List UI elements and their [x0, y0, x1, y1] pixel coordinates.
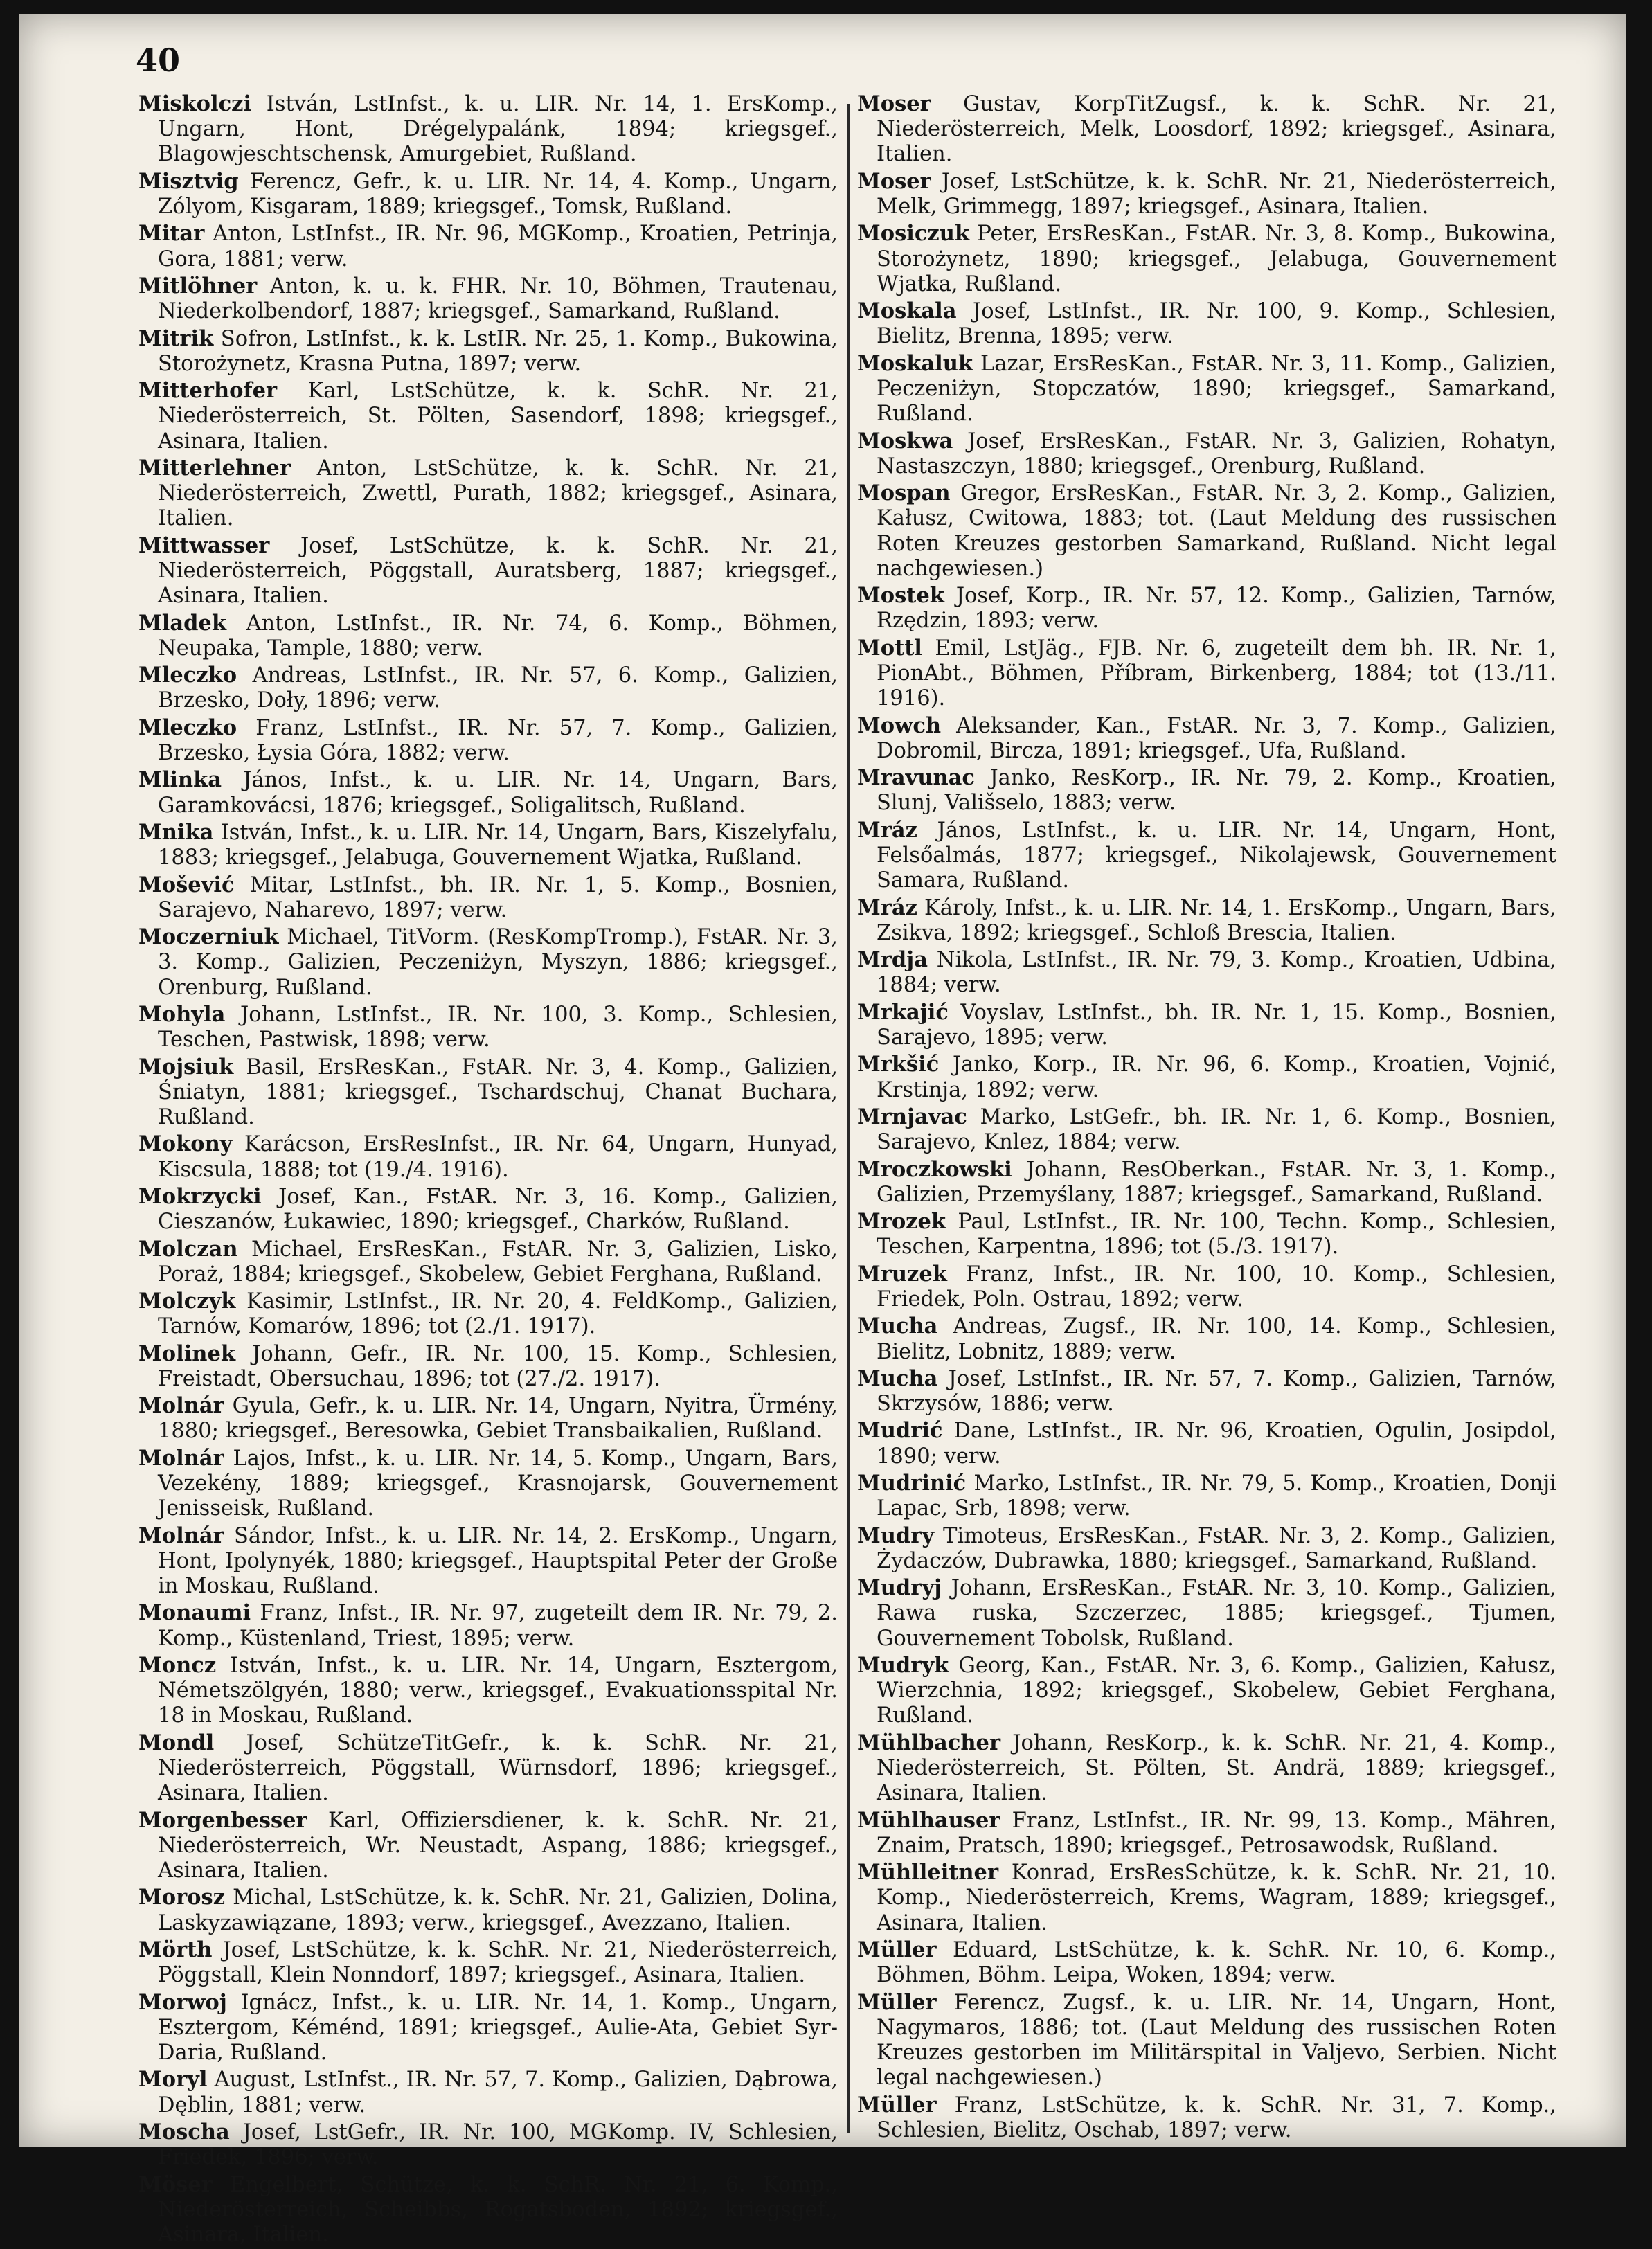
register-entry [138, 1393, 838, 1444]
entry-details: Johann, ResOberkan., FstAR. Nr. 3, 1. Komp., Galizien, Przemyślany, 1887; kriegsgef., Samarkand, Rußland. [877, 1157, 1557, 1207]
entry-details: Josef, LstInfst., IR. Nr. 100, 9. Komp., Schlesien, Bielitz, Brenna, 1895; verw. [877, 299, 1556, 349]
entry-surname: Mrdja [857, 947, 928, 973]
entry-details: Josef, LstGefr., IR. Nr. 100, MGKomp. IV, Schlesien, Friedek, 1896; verw. [158, 2120, 838, 2170]
entry-surname: Mokrzycki [138, 1183, 262, 1209]
entry-surname: Molnár [138, 1393, 224, 1419]
entry-surname: Molczyk [138, 1289, 236, 1314]
register-entry [857, 221, 1556, 297]
register-entry [138, 1131, 838, 1182]
entry-details: Michael, ErsResKan., FstAR. Nr. 3, Galizien, Lisko, Poraż, 1884; kriegsgef., Skobelew, Gebiet Ferghana, Rußland. [158, 1237, 838, 1287]
entry-surname: Molczan [138, 1236, 238, 1262]
register-entry [138, 326, 838, 377]
register-entry [857, 765, 1556, 816]
entry-surname: Mruzek [857, 1261, 947, 1287]
entry-surname: Mráz [857, 895, 917, 920]
register-entry [857, 1471, 1556, 1521]
entry-details: Kasimir, LstInfst., IR. Nr. 20, 4. FeldKomp., Galizien, Tarnów, Komarów, 1896; tot (2./1. 1917). [158, 1289, 838, 1339]
entry-details: Michael, TitVorm. (ResKompTromp.), FstAR. Nr. 3, 3. Komp., Galizien, Peczeniżyn, Myszyn, 1886; kriegsgef., Orenburg, Rußland. [158, 925, 838, 1000]
entry-surname: Möser [138, 2171, 213, 2197]
entry-details: Marko, LstGefr., bh. IR. Nr. 1, 6. Komp., Bosnien, Sarajevo, Knlez, 1884; verw. [877, 1104, 1557, 1155]
entry-details: August, LstInfst., IR. Nr. 57, 7. Komp., Galizien, Dąbrowa, Dęblin, 1881; verw. [158, 2068, 838, 2117]
entry-details: Josef, SchützeTitGefr., k. k. SchR. Nr. 21, Niederösterreich, Pöggstall, Würnsdorf, 1896; kriegsgef., Asinara, Italien. [158, 1730, 838, 1806]
register-entry [857, 713, 1556, 764]
register-entry [857, 1990, 1556, 2091]
register-entry [138, 1237, 838, 1287]
entry-details: Karl, LstSchütze, k. k. SchR. Nr. 21, Niederösterreich, St. Pölten, Sasendorf, 1898; kriegsgef., Asinara, Italien. [158, 379, 838, 454]
entry-details: Andreas, Zugsf., IR. Nr. 100, 14. Komp., Schlesien, Bielitz, Lobnitz, 1889; verw. [877, 1314, 1556, 1364]
entry-surname: Mohyla [138, 1001, 226, 1027]
register-entry [138, 1055, 838, 1131]
entry-surname: Moser [857, 168, 931, 194]
register-entry [857, 429, 1556, 479]
entry-details: Franz, Infst., IR. Nr. 97, zugeteilt dem IR. Nr. 79, 2. Komp., Küstenland, Triest, 1895; verw. [158, 1601, 838, 1651]
register-entry [857, 1937, 1556, 1988]
entry-details: Dane, LstInfst., IR. Nr. 96, Kroatien, Ogulin, Josipdol, 1890; verw. [877, 1419, 1556, 1469]
left-column [138, 91, 838, 2249]
register-entry [857, 1157, 1556, 1208]
entry-details: Marko, LstInfst., IR. Nr. 79, 5. Komp., Kroatien, Donji Lapac, Srb, 1898; verw. [877, 1471, 1556, 1521]
right-column [857, 91, 1556, 2144]
page-number: 40 [136, 42, 181, 79]
entry-surname: Mrozek [857, 1209, 946, 1235]
register-entry [857, 1653, 1556, 1729]
register-entry [138, 274, 838, 324]
register-entry [138, 1937, 838, 1988]
register-entry [138, 924, 838, 1001]
register-entry [857, 1575, 1556, 1651]
entry-details: Josef, Kan., FstAR. Nr. 3, 16. Komp., Galizien, Cieszanów, Łukawiec, 1890; kriegsgef., Charków, Rußland. [158, 1184, 838, 1235]
entry-surname: Mühlleitner [857, 1860, 999, 1885]
register-entry [138, 1808, 838, 1884]
entry-surname: Mucha [857, 1365, 938, 1391]
entry-details: Basil, ErsResKan., FstAR. Nr. 3, 4. Komp., Galizien, Śniatyn, 1881; kriegsgef., Tschardschuj, Chanat Buchara, Rußland. [158, 1055, 838, 1129]
entry-surname: Moskwa [857, 428, 953, 454]
entry-details: János, Infst., k. u. LIR. Nr. 14, Ungarn, Bars, Garamkovácsi, 1876; kriegsgef., Soligalitsch, Rußland. [158, 768, 838, 818]
register-entry [857, 169, 1556, 219]
register-entry [138, 1523, 838, 1600]
entry-details: Ferencz, Gefr., k. u. LIR. Nr. 14, 4. Komp., Ungarn, Zólyom, Kisgaram, 1889; kriegsgef., Tomsk, Rußland. [158, 169, 838, 219]
entry-surname: Mlinka [138, 767, 222, 793]
entry-details: Timoteus, ErsResKan., FstAR. Nr. 3, 2. Komp., Galizien, Żydaczów, Dubrawka, 1880; kriegsgef., Samarkand, Rußland. [877, 1523, 1556, 1573]
entry-surname: Mitrik [138, 325, 214, 351]
register-entry [138, 2120, 838, 2170]
entry-surname: Mleczko [138, 663, 237, 688]
entry-details: Gyula, Gefr., k. u. LIR. Nr. 14, Ungarn, Nyitra, Ürmény, 1880; kriegsgef., Beresowka, Gebiet Transbaikalien, Rußland. [158, 1394, 838, 1444]
entry-surname: Moczerniuk [138, 924, 279, 950]
register-entry [138, 378, 838, 454]
entry-surname: Mitterhofer [138, 378, 278, 404]
entry-details: Anton, k. u. k. FHR. Nr. 10, Böhmen, Trautenau, Niederkolbendorf, 1887; kriegsgef., Samarkand, Rußland. [158, 274, 838, 324]
register-entry [857, 1523, 1556, 1574]
entry-surname: Mnika [138, 819, 214, 845]
register-entry [138, 820, 838, 870]
entry-surname: Müller [857, 2092, 937, 2117]
entry-details: Josef, LstSchütze, k. k. SchR. Nr. 21, Niederösterreich, Melk, Grimmegg, 1897; kriegsgef., Asinara, Italien. [877, 169, 1556, 219]
register-entry [138, 1885, 838, 1935]
register-entry [138, 2067, 838, 2117]
register-entry [857, 1000, 1556, 1050]
register-entry [857, 1860, 1556, 1936]
entry-details: István, LstInfst., k. u. LIR. Nr. 14, 1. ErsKomp., Ungarn, Hont, Drégelypalánk, 1894; kriegsgef., Blagowjeschtschensk, Amurgebiet, Rußland. [158, 92, 838, 167]
entry-details: Peter, ErsResKan., FstAR. Nr. 3, 8. Komp., Bukowina, Storożynetz, 1890; kriegsgef., Jelabuga, Gouvernement Wjatka, Rußland. [877, 222, 1556, 296]
register-entry [138, 1341, 838, 1392]
entry-details: Lazar, ErsResKan., FstAR. Nr. 3, 11. Komp., Galizien, Peczeniżyn, Stopczatów, 1890; kriegsgef., Samarkand, Rußland. [877, 351, 1556, 427]
register-entry [857, 2093, 1556, 2143]
entry-details: Paul, LstInfst., IR. Nr. 100, Techn. Komp., Schlesien, Teschen, Karpentna, 1896; tot (5./3. 1917). [877, 1210, 1556, 1260]
register-entry [138, 1653, 838, 1729]
entry-details: Károly, Infst., k. u. LIR. Nr. 14, 1. ErsKomp., Ungarn, Bars, Zsikva, 1892; kriegsgef., Schloß Brescia, Italien. [877, 895, 1557, 945]
entry-details: Josef, LstInfst., IR. Nr. 57, 7. Komp., Galizien, Tarnów, Skrzysów, 1886; verw. [877, 1366, 1556, 1417]
register-entry [857, 1314, 1556, 1364]
entry-surname: Mrnjavac [857, 1104, 967, 1129]
entry-details: Emil, LstJäg., FJB. Nr. 6, zugeteilt dem bh. IR. Nr. 1, PionAbt., Böhmen, Příbram, Birkenberg, 1884; tot (13./11. 1916). [877, 636, 1556, 711]
entry-details: János, LstInfst., k. u. LIR. Nr. 14, Ungarn, Hont, Felsőalmás, 1877; kriegsgef., Nikolajewsk, Gouvernement Samara, Rußland. [877, 818, 1556, 893]
entry-surname: Mosiczuk [857, 221, 970, 247]
entry-surname: Mitar [138, 221, 205, 247]
entry-surname: Mühlhauser [857, 1807, 1000, 1833]
entry-surname: Mitlöhner [138, 273, 258, 298]
entry-surname: Moskaluk [857, 350, 973, 376]
entry-details: Johann, ErsResKan., FstAR. Nr. 3, 10. Komp., Galizien, Rawa ruska, Szczerzec, 1885; kriegsgef., Tjumen, Gouvernement Tobolsk, Rußland. [877, 1576, 1556, 1651]
entry-details: Georg, Kan., FstAR. Nr. 3, 6. Komp., Galizien, Kałusz, Wierzchnia, 1892; kriegsgef., Skobelew, Gebiet Ferghana, Rußland. [877, 1654, 1556, 1728]
entry-surname: Mospan [857, 481, 951, 506]
register-entry [138, 611, 838, 661]
register-entry [138, 1730, 838, 1807]
entry-details: Engelbert, Schütze, k. k. SchR. Nr. 21, 6. Komp., Niederösterreich, Scheibbs, Rogatsboden, 1892; kriegsgef., Asinara, Italien. [158, 2172, 838, 2248]
entry-surname: Molnár [138, 1523, 224, 1548]
register-entry [857, 895, 1556, 946]
register-entry [138, 2172, 838, 2248]
entry-surname: Monaumi [138, 1600, 251, 1626]
register-entry [138, 663, 838, 713]
entry-details: Eduard, LstSchütze, k. k. SchR. Nr. 10, 6. Komp., Böhmen, Böhm. Leipa, Woken, 1894; verw. [877, 1938, 1556, 1988]
entry-surname: Morosz [138, 1885, 226, 1910]
entry-details: Gregor, ErsResKan., FstAR. Nr. 3, 2. Komp., Galizien, Kałusz, Cwitowa, 1883; tot. (Laut Meldung des russischen Roten Kreuzes gestorben Samarkand, Rußland. Nicht legal nachgewiesen.) [877, 481, 1556, 581]
entry-surname: Moryl [138, 2067, 208, 2093]
entry-surname: Mravunac [857, 765, 975, 791]
entry-details: Sándor, Infst., k. u. LIR. Nr. 14, 2. ErsKomp., Ungarn, Hont, Ipolynyék, 1880; kriegsgef., Hauptspital Peter der Große in Moskau, Rußland. [158, 1523, 838, 1599]
register-entry [138, 1289, 838, 1339]
entry-surname: Mittwasser [138, 532, 270, 558]
entry-details: Franz, Infst., IR. Nr. 100, 10. Komp., Schlesien, Friedek, Poln. Ostrau, 1892; verw. [877, 1262, 1556, 1311]
entry-surname: Mostek [857, 583, 944, 609]
entry-surname: Molnár [138, 1445, 224, 1471]
register-entry [857, 1104, 1556, 1155]
register-entry [857, 636, 1556, 712]
entry-surname: Mitterlehner [138, 455, 291, 481]
register-entry [138, 456, 838, 532]
register-entry [138, 872, 838, 923]
register-entry [138, 715, 838, 766]
entry-surname: Mudrić [857, 1418, 943, 1444]
entry-details: Anton, LstInfst., IR. Nr. 74, 6. Komp., Böhmen, Neupaka, Tample, 1880; verw. [158, 611, 838, 661]
entry-surname: Morwoj [138, 1989, 227, 2015]
entry-details: Josef, LstSchütze, k. k. SchR. Nr. 21, Niederösterreich, Pöggstall, Auratsberg, 1887; kriegsgef., Asinara, Italien. [158, 533, 838, 609]
entry-details: Aleksander, Kan., FstAR. Nr. 3, 7. Komp., Galizien, Dobromil, Bircza, 1891; kriegsgef., Ufa, Rußland. [877, 713, 1556, 763]
entry-details: István, Infst., k. u. LIR. Nr. 14, Ungarn, Esztergom, Németszölgyén, 1880; verw., kriegsgef., Evakuationsspital Nr. 18 in Moskau, Rußland. [158, 1654, 838, 1728]
entry-surname: Mošević [138, 872, 235, 897]
entry-surname: Molinek [138, 1341, 235, 1366]
entry-details: Karl, Offiziersdiener, k. k. SchR. Nr. 21, Niederösterreich, Wr. Neustadt, Aspang, 1886; kriegsgef., Asinara, Italien. [158, 1808, 838, 1883]
entry-details: Sofron, LstInfst., k. k. LstIR. Nr. 25, 1. Komp., Bukowina, Storożynetz, Krasna Putna, 1897; verw. [158, 326, 838, 376]
entry-surname: Mudryk [857, 1653, 949, 1678]
entry-surname: Mudry [857, 1523, 935, 1548]
entry-surname: Moncz [138, 1653, 217, 1678]
entry-details: Janko, Korp., IR. Nr. 96, 6. Komp., Kroatien, Vojnić, Krstinja, 1892; verw. [877, 1052, 1556, 1102]
entry-details: Franz, LstInfst., IR. Nr. 99, 13. Komp., Mähren, Znaim, Pratsch, 1890; kriegsgef., Petrosawodsk, Rußland. [877, 1808, 1556, 1858]
entry-surname: Moscha [138, 2120, 230, 2145]
entry-details: Karácson, ErsResInfst., IR. Nr. 64, Ungarn, Hunyad, Kiscsula, 1888; tot (19./4. 1916). [158, 1132, 838, 1182]
register-entry [138, 1184, 838, 1235]
register-entry [857, 1262, 1556, 1312]
entry-details: Lajos, Infst., k. u. LIR. Nr. 14, 5. Komp., Ungarn, Bars, Vezekény, 1889; kriegsgef., Krasnojarsk, Gouvernement Jenisseisk, Rußland. [158, 1446, 838, 1521]
entry-surname: Miskolczi [138, 91, 252, 116]
register-entry [857, 818, 1556, 894]
entry-details: Ferencz, Zugsf., k. u. LIR. Nr. 14, Ungarn, Hont, Nagymaros, 1886; tot. (Laut Meldung des russischen Roten Kreuzes gestorben im Militärspital in Valjevo, Serbien. Nicht legal nachgewiesen.) [877, 1990, 1557, 2090]
entry-surname: Mucha [857, 1314, 938, 1339]
register-entry [857, 1209, 1556, 1260]
entry-details: Franz, LstSchütze, k. k. SchR. Nr. 31, 7. Komp., Schlesien, Bielitz, Oschab, 1897; verw. [877, 2093, 1556, 2142]
entry-details: Josef, LstSchütze, k. k. SchR. Nr. 21, Niederösterreich, Pöggstall, Klein Nonndorf, 1897; kriegsgef., Asinara, Italien. [158, 1938, 838, 1988]
entry-surname: Mladek [138, 610, 226, 636]
entry-details: István, Infst., k. u. LIR. Nr. 14, Ungarn, Bars, Kiszelyfalu, 1883; kriegsgef., Jelabuga, Gouvernement Wjatka, Rußland. [158, 820, 838, 870]
register-entry [138, 91, 838, 168]
entry-details: Anton, LstSchütze, k. k. SchR. Nr. 21, Niederösterreich, Zwettl, Purath, 1882; kriegsgef., Asinara, Italien. [158, 456, 838, 531]
entry-surname: Mokony [138, 1131, 233, 1157]
register-entry [138, 169, 838, 219]
register-entry [138, 533, 838, 609]
entry-surname: Moser [857, 91, 931, 116]
entry-surname: Mörth [138, 1937, 213, 1963]
register-entry [857, 1366, 1556, 1417]
entry-surname: Müller [857, 1989, 937, 2015]
entry-surname: Müller [857, 1937, 937, 1963]
entry-surname: Moskala [857, 298, 957, 324]
register-entry [857, 91, 1556, 168]
entry-surname: Mühlbacher [857, 1730, 1001, 1755]
page [19, 14, 1626, 2248]
entry-surname: Misztvig [138, 168, 239, 194]
register-entry [138, 221, 838, 271]
entry-surname: Mráz [857, 817, 917, 843]
register-entry [857, 583, 1556, 634]
register-entry [138, 1600, 838, 1651]
register-entry [857, 1730, 1556, 1807]
entry-details: Anton, LstInfst., IR. Nr. 96, MGKomp., Kroatien, Petrinja, Gora, 1881; verw. [158, 222, 838, 271]
entry-details: Nikola, LstInfst., IR. Nr. 79, 3. Komp., Kroatien, Udbina, 1884; verw. [877, 948, 1556, 998]
register-entry [138, 1990, 838, 2066]
register-entry [138, 1002, 838, 1052]
entry-surname: Mojsiuk [138, 1054, 234, 1079]
entry-details: Michal, LstSchütze, k. k. SchR. Nr. 21, Galizien, Dolina, Laskyzawiązane, 1893; verw., kriegsgef., Avezzano, Italien. [158, 1885, 838, 1935]
register-entry [138, 1446, 838, 1522]
entry-details: Mitar, LstInfst., bh. IR. Nr. 1, 5. Komp., Bosnien, Sarajevo, Naharevo, 1897; verw. [158, 872, 838, 922]
register-entry [857, 298, 1556, 349]
entry-surname: Mondl [138, 1730, 215, 1755]
register-entry [857, 947, 1556, 998]
entry-surname: Mroczkowski [857, 1156, 1012, 1182]
entry-details: Gustav, KorpTitZugsf., k. k. SchR. Nr. 21, Niederösterreich, Melk, Loosdorf, 1892; kriegsgef., Asinara, Italien. [877, 92, 1556, 167]
entry-details: Josef, ErsResKan., FstAR. Nr. 3, Galizien, Rohatyn, Nastaszczyn, 1880; kriegsgef., Orenburg, Rußland. [877, 429, 1556, 478]
entry-details: Konrad, ErsResSchütze, k. k. SchR. Nr. 21, 10. Komp., Niederösterreich, Krems, Wagram, 1889; kriegsgef., Asinara, Italien. [877, 1861, 1556, 1935]
entry-details: Johann, ResKorp., k. k. SchR. Nr. 21, 4. Komp., Niederösterreich, St. Pölten, St. Andrä, 1889; kriegsgef., Asinara, Italien. [877, 1730, 1556, 1806]
entry-details: Josef, Korp., IR. Nr. 57, 12. Komp., Galizien, Tarnów, Rzędzin, 1893; verw. [877, 584, 1556, 634]
entry-surname: Mrkajić [857, 999, 949, 1025]
entry-surname: Mleczko [138, 715, 237, 740]
entry-details: Johann, Gefr., IR. Nr. 100, 15. Komp., Schlesien, Freistadt, Obersuchau, 1896; tot (27./2. 1917). [158, 1341, 838, 1391]
register-entry [857, 1418, 1556, 1469]
column-divider [847, 104, 850, 2133]
entry-details: Ignácz, Infst., k. u. LIR. Nr. 14, 1. Komp., Ungarn, Esztergom, Kéménd, 1891; kriegsgef., Aulie-Ata, Gebiet Syr-Daria, Rußland. [158, 1990, 838, 2066]
register-entry [857, 1808, 1556, 1858]
entry-surname: Mrkšić [857, 1052, 940, 1077]
entry-details: Janko, ResKorp., IR. Nr. 79, 2. Komp., Kroatien, Slunj, Vališselo, 1883; verw. [877, 766, 1556, 816]
entry-details: Franz, LstInfst., IR. Nr. 57, 7. Komp., Galizien, Brzesko, Łysia Góra, 1882; verw. [158, 715, 838, 765]
entry-details: Voyslav, LstInfst., bh. IR. Nr. 1, 15. Komp., Bosnien, Sarajevo, 1895; verw. [877, 1000, 1556, 1050]
entry-details: Johann, LstInfst., IR. Nr. 100, 3. Komp., Schlesien, Teschen, Pastwisk, 1898; verw. [158, 1002, 838, 1052]
register-entry [857, 351, 1556, 427]
entry-surname: Mottl [857, 635, 922, 661]
entry-surname: Mudrinić [857, 1471, 967, 1496]
register-entry [857, 481, 1556, 582]
entry-surname: Mudryj [857, 1575, 942, 1601]
entry-surname: Morgenbesser [138, 1807, 307, 1833]
entry-details: Andreas, LstInfst., IR. Nr. 57, 6. Komp., Galizien, Brzesko, Doły, 1896; verw. [158, 663, 838, 713]
entry-surname: Mowch [857, 713, 942, 738]
register-entry [857, 1052, 1556, 1102]
register-entry [138, 767, 838, 818]
